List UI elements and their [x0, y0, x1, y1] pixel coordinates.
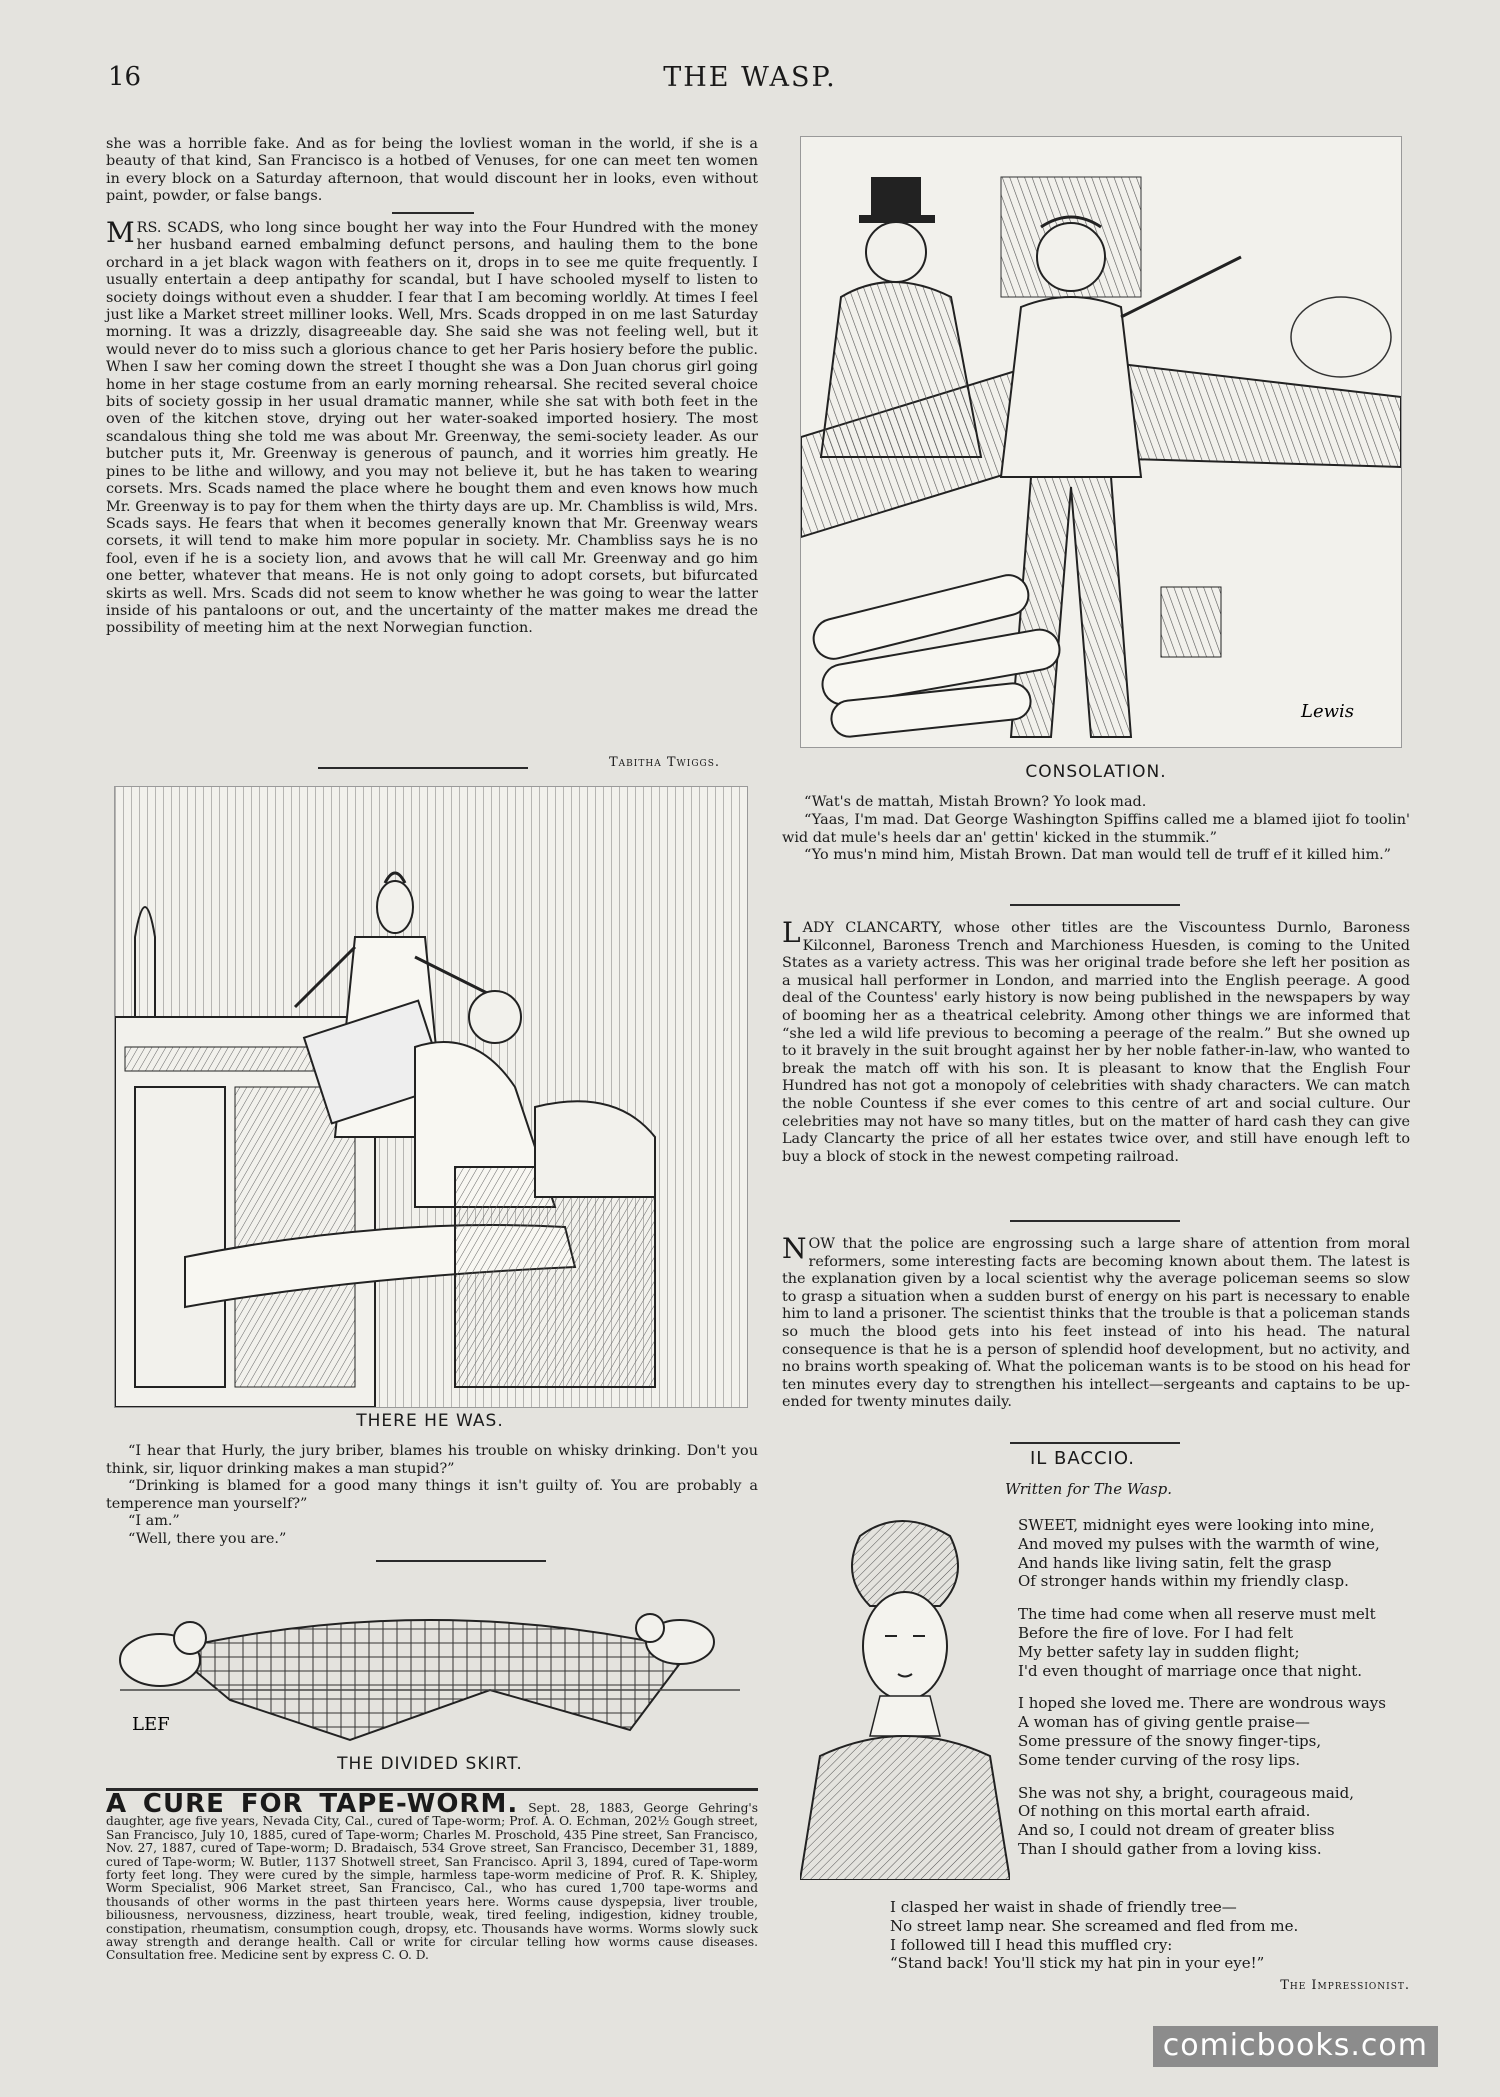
poem-line: She was not shy, a bright, courageous maid,: [1018, 1783, 1354, 1802]
police-article: [782, 1232, 1410, 1412]
drop-cap: N: [782, 1232, 807, 1265]
dialogue-line: “Yaas, I'm mad. Dat George Washington Spiffins called me a blamed ijiot fo toolin' wid dat mule's heels dar an' gettin' kicked in the stummik.”: [782, 811, 1410, 846]
site-watermark: comicbooks.com: [1153, 2026, 1438, 2067]
poem-line: I'd even thought of marriage once that night.: [1018, 1661, 1363, 1680]
svg-text:Lewis: Lewis: [1301, 701, 1355, 722]
dialogue-block: [106, 1443, 758, 1549]
illustration-portrait: [800, 1516, 1010, 1880]
divider: [376, 1560, 546, 1562]
poem-line: I clasped her waist in shade of friendly tree—: [890, 1898, 1237, 1916]
poem-line: Some pressure of the snowy finger-tips,: [1018, 1731, 1322, 1750]
scads-article: [106, 216, 758, 638]
left-col-top: [106, 136, 758, 206]
dialogue-line: “Yo mus'n mind him, Mistah Brown. Dat man would tell de truff ef it killed him.”: [804, 847, 1392, 864]
illustration-consolation: [800, 136, 1402, 748]
poem-upper: [1018, 1516, 1410, 1873]
paragraph-clancarty: ADY CLANCARTY, whose other titles are the Viscountess Durnlo, Baroness Kilconnel, Baroness Trench and Marchioness Huesden, is coming to the United States as a variety actress. This was her original trade before she left her position as a musical hall performer in London, and married into the English peerage. A good deal of the Countess' early history is now being published in the newspapers by way of booming her as a theatrical celebrity. Among other things we are informed that “she led a wild life previous to becoming a peerage of the realm.” But she owned up to it bravely in the suit brought against her by her noble father-in-law, who wanted to break the match off with his son. It is pleasant to know that the English Four Hundred has not got a monopoly of celebrities with shady characters. We can match the noble Countess if she ever comes to this centre of art and social culture. Our celebrities may not have so many titles, but on the matter of hard cash they can give Lady Clancarty the price of all her estates twice over, and still have enough left to buy a block of stock in the newest competing railroad.: [782, 920, 1410, 1165]
dialogue-line: “Well, there you are.”: [128, 1530, 287, 1547]
masthead-title: THE WASP.: [663, 62, 837, 93]
svg-text:LEF: LEF: [132, 1714, 170, 1735]
dialogue-line: “Drinking is blamed for a good many things it isn't guilty of. You are probably a temperence man yourself?”: [106, 1478, 758, 1512]
poem-final-stanza: [890, 1898, 1410, 1977]
illustration-there-he-was: [114, 786, 748, 1408]
poem-line: “Stand back! You'll stick my hat pin in your eye!”: [890, 1954, 1265, 1973]
poem-subtitle: Written for The Wasp.: [1005, 1480, 1173, 1498]
poem-line: And so, I could not dream of greater bliss: [1018, 1821, 1335, 1840]
poem-signature: The Impressionist.: [1280, 1978, 1410, 1993]
poem-line: Of nothing on this mortal earth afraid.: [1018, 1802, 1311, 1821]
ad-body: Sept. 28, 1883, George Gehring's daughter, age five years, Nevada City, Cal., cured of Tape-worm; Prof. A. O. Echman, 202½ Gough street, San Francisco, July 10, 1885, cured of Tape-worm; Charles M. Proschold, 435 Pine street, San Francisco, Nov. 27, 1887, cured of Tape-worm; D. Bradaisch, 534 Grove street, San Francisco, December 31, 1889, cured of Tape-worm; W. Butler, 1137 Shotwell street, San Francisco. April 3, 1894, cured of Tape-worm forty feet long. They were cured by the simple, harmless tape-worm medicine of Prof. R. K. Shipley, Worm Specialist, 906 Market street, San Francisco, Cal., who has cured 1,700 tape-worms and thousands of other worms in the past thirteen years here. Worms cause dyspepsia, liver trouble, biliousness, nervousness, dizziness, heart trouble, weak, tired feeling, indigestion, kidney trouble, constipation, rheumatism, consumption cough, dropsy, etc. Thousands have worms. Worms slowly suck away strength and derange health. Call or write for circular telling how worms cause diseases. Consultation free. Medicine sent by express C. O. D.: [106, 1801, 758, 1963]
divider: [1010, 1442, 1180, 1444]
poem-line: Than I should gather from a loving kiss.: [1018, 1839, 1322, 1858]
divider: [392, 212, 474, 214]
poem-line: The time had come when all reserve must melt: [1018, 1605, 1376, 1624]
drop-cap: M: [106, 216, 135, 249]
consolation-dialogue: [782, 794, 1410, 865]
poem-line: Some tender curving of the rosy lips.: [1018, 1750, 1301, 1769]
poem-line: My better safety lay in sudden flight;: [1018, 1642, 1300, 1661]
dialogue-line: “I am.”: [128, 1513, 180, 1530]
dialogue-line: “I hear that Hurly, the jury briber, blames his trouble on whisky drinking. Don't you think, sir, liquor drinking makes a man stupid?”: [106, 1443, 758, 1477]
divider: [318, 767, 528, 769]
poem-line: And moved my pulses with the warmth of wine,: [1018, 1534, 1380, 1553]
poem-line: SWEET, midnight eyes were looking into mine,: [1018, 1516, 1375, 1534]
paragraph-scads: RS. SCADS, who long since bought her way into the Four Hundred with the money her husband earned embalming defunct persons, and hauling them to the bone orchard in a jet black wagon with feathers on it, drops in to see me quite frequently. I usually entertain a deep antipathy for scandal, but I have schooled myself to listen to society doings without even a shudder. I fear that I am becoming worldly. At times I feel just like a Market street milliner looks. Well, Mrs. Scads dropped in on me last Saturday morning. It was a drizzly, disagreeable day. She said she was not feeling well, but it would never do to miss such a glorious chance to get her Paris hosiery before the public. When I saw her coming down the street I thought she was a Don Juan chorus girl going home in her stage costume from an early morning rehearsal. She recited several choice bits of society gossip in her usual dramatic manner, while she sat with both feet in the oven of the kitchen stove, drying out her water-soaked imported hosiery. The most scandalous thing she told me was about Mr. Greenway, the semi-society leader. As our butcher puts it, Mr. Greenway is generous of paunch, and it worries him greatly. He pines to be lithe and willowy, and you may not believe it, but he has taken to wearing corsets. Mrs. Scads named the place where he bought them and even knows how much Mr. Greenway is to pay for them when the thirty days are up. Mr. Chambliss is wild, Mrs. Scads says. He fears that when it becomes generally known that Mr. Greenway wears corsets, it will tend to make him more popular in society. Mr. Chambliss says he is no fool, even if he is a society lion, and avows that he will call Mr. Greenway and go him one better, whatever that means. He is not only going to adopt corsets, but bifurcated skirts as well. Mrs. Scads did not seem to know whether he was going to wear the latter inside of his pantaloons or out, and the uncertainty of the matter makes me dread the possibility of meeting him at the next Norwegian function.: [106, 220, 758, 637]
signature-twiggs: Tabitha Twiggs.: [609, 755, 720, 770]
tapeworm-ad: [106, 1789, 758, 1963]
illustration-divided-skirt: [110, 1580, 750, 1746]
caption-consolation: CONSOLATION.: [1025, 762, 1167, 782]
poem-line: Before the fire of love. For I had felt: [1018, 1623, 1293, 1642]
poem-line: Of stronger hands within my friendly clasp.: [1018, 1572, 1349, 1591]
paragraph-fake: she was a horrible fake. And as for being the lovliest woman in the world, if she is a beauty of that kind, San Francisco is a hotbed of Venuses, for one can meet ten women in every block on a Saturday afternoon, that would discount her in looks, even without paint, powder, or false bangs.: [106, 136, 758, 205]
ad-title: A CURE FOR TAPE-WORM.: [106, 1789, 519, 1819]
caption-divided-skirt: THE DIVIDED SKIRT.: [337, 1754, 523, 1774]
poem-line: No street lamp near. She screamed and fled from me.: [890, 1916, 1299, 1935]
poem-line: I followed till I head this muffled cry:: [890, 1935, 1173, 1954]
poem-line: And hands like living satin, felt the grasp: [1018, 1553, 1332, 1572]
poem-title: IL BACCIO.: [1030, 1448, 1136, 1469]
page-number: 16: [108, 62, 142, 92]
clancarty-article: [782, 916, 1410, 1166]
poem-line: A woman has of giving gentle praise—: [1018, 1713, 1310, 1732]
caption-there-he-was: THERE HE WAS.: [356, 1411, 504, 1431]
divider: [1010, 904, 1180, 906]
poem-line: I hoped she loved me. There are wondrous ways: [1018, 1694, 1386, 1713]
dialogue-line: “Wat's de mattah, Mistah Brown? Yo look mad.: [804, 794, 1147, 810]
drop-cap: L: [782, 916, 801, 949]
divider: [1010, 1220, 1180, 1222]
paragraph-police: OW that the police are engrossing such a large share of attention from moral reformers, some interesting facts are becoming known about them. The latest is the explanation given by a local scientist why the average policeman seems so slow to grasp a situation when a sudden burst of energy on his part is necessary to enable him to land a prisoner. The scientist thinks that the trouble is that a policeman stands so much the blood gets into his feet instead of into his head. The natural consequence is that he is a person of splendid hoof development, but no activity, and no brains worth speaking of. What the policeman wants is to be stood on his head for ten minutes every day to strengthen his intellect—sergeants and captains to be up-ended for twenty minutes daily.: [782, 1236, 1410, 1411]
